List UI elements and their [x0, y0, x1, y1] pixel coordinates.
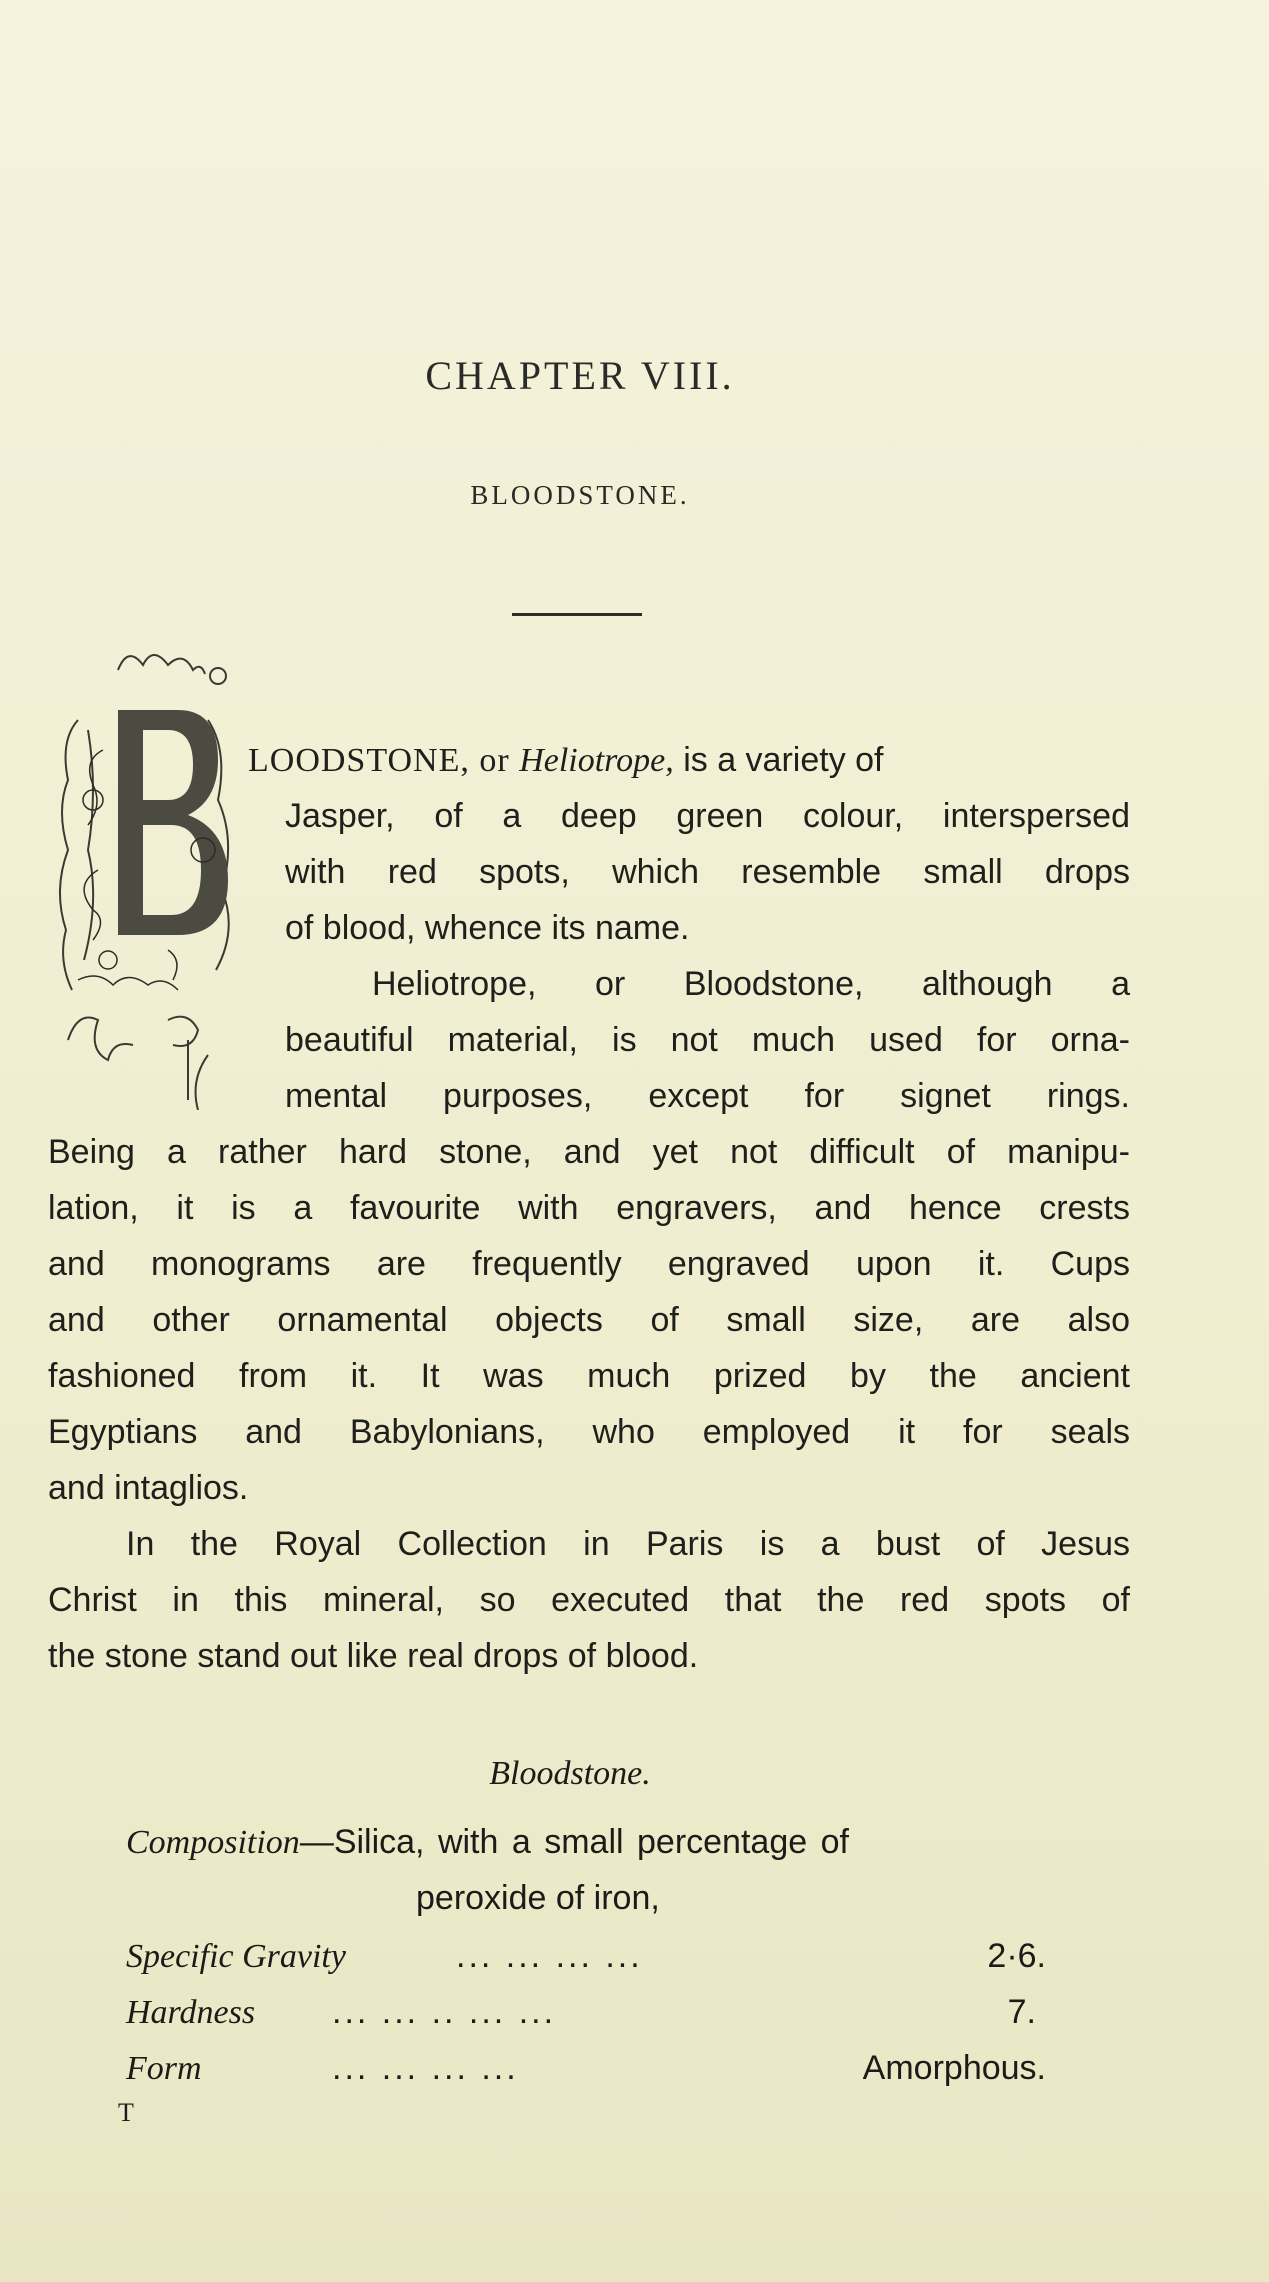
hardness-value: 7.	[1007, 1993, 1036, 2031]
paragraph-3-line-1: In the Royal Collection in Paris is a bust of Jesus	[126, 1525, 1130, 1563]
form-row	[126, 2046, 1046, 2091]
paragraph-3-line-3: the stone stand out like real drops of blood.	[48, 1637, 699, 1675]
line-start: LOODSTONE, or	[248, 742, 520, 779]
paragraph-2-line-3: mental purposes, except for signet rings.	[285, 1077, 1130, 1115]
composition-value: —Silica, with a small percentage of	[299, 1823, 849, 1861]
specific-gravity-label: Specific Gravity	[126, 1938, 346, 1975]
paragraph-2-line-2: beautiful material, is not much used for orna-	[285, 1021, 1130, 1059]
line-tail: is a variety of	[673, 741, 884, 779]
paragraph-1-line-3: with red spots, which resemble small drops	[285, 853, 1130, 891]
paragraph-2-line-6: and monograms are frequently engraved upon it. Cups	[48, 1245, 1130, 1283]
italic-term: Heliotrope,	[519, 742, 674, 779]
composition-row-continued: peroxide of iron,	[416, 1879, 660, 1917]
composition-row	[126, 1820, 1046, 1865]
signature-mark: T	[118, 2098, 134, 2127]
chapter-heading: CHAPTER VIII.	[425, 353, 735, 398]
paragraph-1-line-1	[248, 738, 1130, 783]
properties-title: Bloodstone.	[489, 1755, 651, 1792]
paragraph-1-line-2: Jasper, of a deep green colour, interspersed	[285, 797, 1130, 835]
leader-dots: ... ... ... ...	[456, 1937, 643, 1975]
paragraph-1-line-4: of blood, whence its name.	[285, 909, 690, 947]
chapter-title: BLOODSTONE.	[470, 480, 690, 510]
paragraph-2-line-9: Egyptians and Babylonians, who employed it for seals	[48, 1413, 1130, 1451]
form-label: Form	[126, 2050, 202, 2087]
form-value: Amorphous.	[862, 2049, 1046, 2087]
paragraph-2-line-5: lation, it is a favourite with engravers, and hence crests	[48, 1189, 1130, 1227]
paragraph-2-line-1: Heliotrope, or Bloodstone, although a	[372, 965, 1130, 1003]
hardness-row	[126, 1990, 1046, 2035]
paragraph-2-line-8: fashioned from it. It was much prized by the ancient	[48, 1357, 1130, 1395]
composition-label: Composition	[126, 1824, 300, 1861]
leader-dots: ... ... .. ... ...	[332, 1993, 557, 2031]
specific-gravity-value: 2·6.	[987, 1937, 1046, 1975]
paragraph-2-line-4: Being a rather hard stone, and yet not difficult of manipu-	[48, 1133, 1130, 1171]
paragraph-2-line-7: and other ornamental objects of small size, are also	[48, 1301, 1130, 1339]
leader-dots: ... ... ... ...	[332, 2049, 519, 2087]
ornate-initial-b-icon	[48, 640, 238, 1110]
divider-rule	[512, 613, 642, 616]
specific-gravity-row	[126, 1934, 1046, 1979]
paragraph-3-line-2: Christ in this mineral, so executed that the red spots of	[48, 1581, 1130, 1619]
paragraph-2-line-10: and intaglios.	[48, 1469, 249, 1507]
hardness-label: Hardness	[126, 1994, 256, 2031]
